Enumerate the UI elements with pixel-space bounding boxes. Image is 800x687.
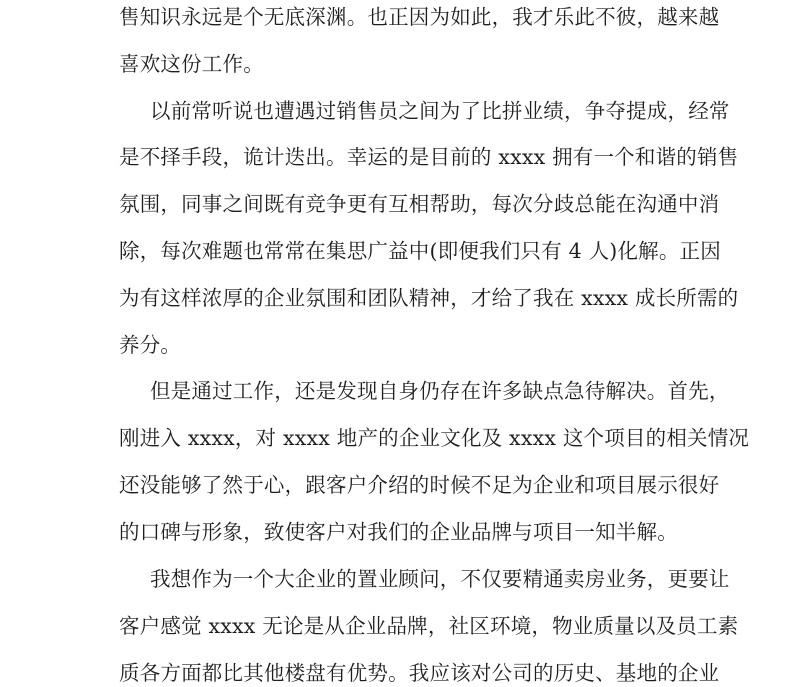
paragraph-first-line: 我想作为一个大企业的置业顾问，不仅要精通卖房业务，更要让 <box>150 567 730 591</box>
paragraph-first-line: 以前常听说也遭遇过销售员之间为了比拼业绩，争夺提成，经常 <box>150 99 730 123</box>
text-line: 质各方面都比其他楼盘有优势。我应该对公司的历史、基地的企业 <box>119 661 720 685</box>
text-line: 还没能够了然于心，跟客户介绍的时候不足为企业和项目展示很好 <box>119 473 720 497</box>
text-line: 养分。 <box>119 333 182 357</box>
paragraph-first-line: 但是通过工作，还是发现自身仍存在许多缺点急待解决。首先， <box>150 379 730 403</box>
text-line: 的口碑与形象，致使客户对我们的企业品牌与项目一知半解。 <box>119 520 678 544</box>
text-line: 为有这样浓厚的企业氛围和团队精神，才给了我在 xxxx 成长所需的 <box>119 286 739 310</box>
text-line: 除，每次难题也常常在集思广益中(即便我们只有 4 人)化解。正因 <box>119 239 721 263</box>
text-line: 客户感觉 xxxx 无论是从企业品牌，社区环境，物业质量以及员工素 <box>119 614 739 638</box>
text-line: 氛围，同事之间既有竞争更有互相帮助，每次分歧总能在沟通中消 <box>119 192 720 216</box>
text-line: 售知识永远是个无底深渊。也正因为如此，我才乐此不彼，越来越 <box>119 5 720 29</box>
text-line: 刚进入 xxxx，对 xxxx 地产的企业文化及 xxxx 这个项目的相关情况 <box>119 426 750 450</box>
text-line: 是不择手段，诡计迭出。幸运的是目前的 xxxx 拥有一个和谐的销售 <box>119 145 739 169</box>
text-line: 喜欢这份工作。 <box>119 52 264 76</box>
